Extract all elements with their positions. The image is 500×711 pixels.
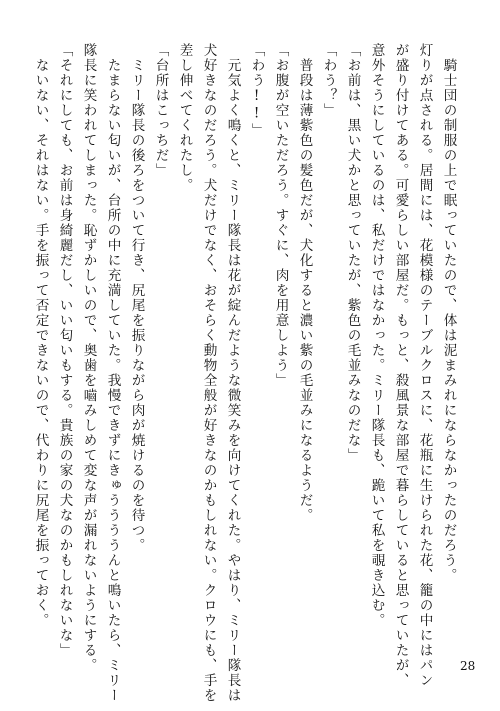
text-line: 灯りが点される。居間には、花模様のテーブルクロスに、花瓶に生けられた花、籠の中にはパン	[416, 43, 433, 688]
text-line: ないない、それはない。手を振って否定できないので、代わりに尻尾を振っておく。	[32, 43, 49, 628]
text-line: 意外そうにしているのは、私だけではなかった。ミリー隊長も、跪いて私を覗き込む。	[368, 43, 385, 628]
text-line: 隊長に笑われてしまった。恥ずかしいので、奥歯を嚙みしめて変な声が漏れないようにする。	[80, 43, 97, 673]
text-line: 「わう？」	[320, 43, 337, 118]
text-line: ミリー隊長の後ろをついて行き、尻尾を振りながら肉が焼けるのを待つ。	[128, 43, 145, 553]
text-line: たまらない匂いが、台所の中に充満していた。我慢できずにきゅううううんと鳴いたら、ミリー	[104, 43, 121, 703]
text-line: 「お前は、黒い犬かと思っていたが、紫色の毛並みなのだな」	[344, 43, 361, 463]
text-line: 差し伸べてくれたし。	[176, 43, 193, 193]
text-line: 騎士団の制服の上で眠っていたので、体は泥まみれにならなかったのだろう。	[440, 43, 457, 583]
text-line: 犬好きなのだろう。犬だけでなく、おそらく動物全般が好きなのかもしれない。クロウにも、手を	[200, 43, 217, 703]
text-line: 元気よく鳴くと、ミリー隊長は花が綻んだような微笑みを向けてくれた。やはり、ミリー隊長は	[224, 43, 241, 703]
page-number: 28	[460, 659, 476, 673]
text-line: 「お腹が空いただろう。すぐに、肉を用意しよう」	[272, 43, 289, 388]
text-line: 「それにしても、お前は身綺麗だし、いい匂いもする。貴族の家の犬なのかもしれないな」	[56, 43, 73, 658]
text-line: 普段は薄紫色の髪色だが、犬化すると濃い紫の毛並みになるようだ。	[296, 43, 313, 523]
text-line: が盛り付けてある。可愛らしい部屋だ。もっと、殺風景な部屋で暮らしていると思っていたが、	[392, 43, 409, 688]
text-line: 「わう!!」	[248, 43, 265, 138]
text-line: 「台所はこっちだ」	[152, 43, 169, 178]
